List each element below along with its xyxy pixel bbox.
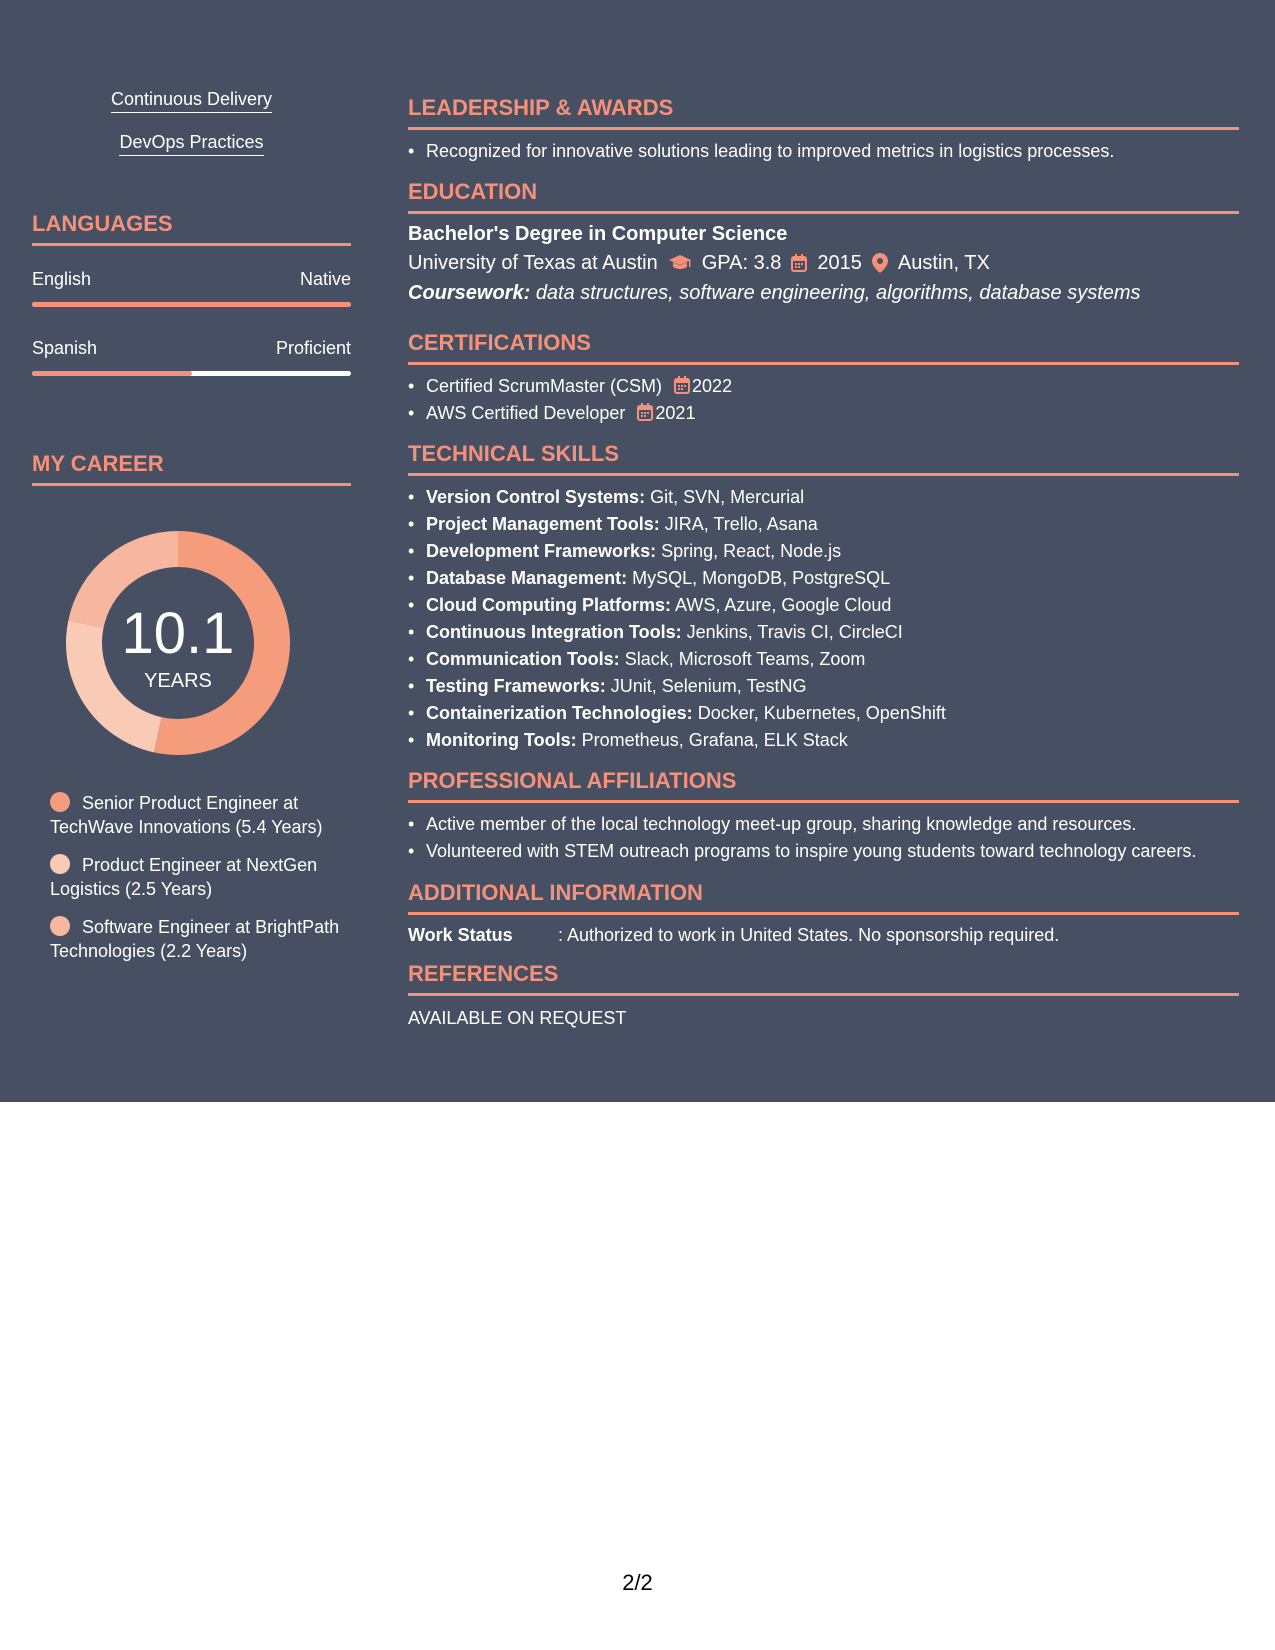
work-status-label: Work Status (408, 925, 513, 945)
skill-item (408, 673, 1239, 700)
work-status-value: : Authorized to work in United States. No sponsorship required. (558, 925, 1060, 945)
affiliations-heading: PROFESSIONAL AFFILIATIONS (408, 768, 1239, 803)
affiliation-item: • Volunteered with STEM outreach programs to inspire young students toward technology careers. (408, 838, 1239, 865)
skill-values: Jenkins, Travis CI, CircleCI (686, 622, 903, 642)
leadership-heading: LEADERSHIP & AWARDS (408, 95, 1239, 130)
language-proficiency-bar (32, 302, 351, 307)
calendar-icon (791, 254, 807, 272)
language-proficiency-bar (32, 371, 351, 376)
skill-item (408, 727, 1239, 754)
leadership-section (408, 95, 1239, 165)
technical-skills-list (408, 484, 1239, 754)
work-status (408, 923, 1239, 947)
technical-skills-section (408, 441, 1239, 754)
career-legend-item (50, 853, 340, 901)
certification-year: 2022 (692, 376, 733, 396)
certification-year: 2021 (655, 403, 696, 423)
skill-item (408, 700, 1239, 727)
skill-values: Docker, Kubernetes, OpenShift (697, 703, 946, 723)
skill-tag: Continuous Delivery (111, 88, 272, 113)
language-item (32, 268, 351, 307)
career-role-label: Software Engineer at BrightPath Technologies (2.2 Years) (50, 917, 340, 961)
language-name: Spanish (32, 338, 98, 358)
affiliation-item: • Active member of the local technology meet-up group, sharing knowledge and resources. (408, 811, 1239, 838)
career-role-label: Senior Product Engineer at TechWave Innovations (5.4 Years) (50, 793, 323, 837)
career-legend-dot (50, 916, 70, 936)
certification-name: Certified ScrumMaster (CSM) (426, 376, 663, 396)
skill-category: Monitoring Tools: (426, 730, 577, 750)
language-name: English (32, 269, 92, 289)
career-legend-dot (50, 792, 70, 812)
language-level: Proficient (275, 338, 351, 358)
education-location: Austin, TX (897, 252, 990, 274)
languages-section (32, 211, 351, 376)
education-degree: Bachelor's Degree in Computer Science (408, 223, 788, 245)
certification-item (408, 400, 1239, 427)
career-total-unit: YEARS (144, 670, 212, 692)
leadership-item: • Recognized for innovative solutions leading to improved metrics in logistics processes. (408, 138, 1239, 165)
career-legend-item (50, 791, 340, 839)
career-legend-dot (50, 854, 70, 874)
education-year: 2015 (817, 252, 862, 274)
education-school: University of Texas at Austin (408, 252, 658, 274)
skill-item (408, 484, 1239, 511)
career-role-label: Product Engineer at NextGen Logistics (2.5 Years) (50, 855, 318, 899)
coursework-text: data structures, software engineering, algorithms, database systems (535, 282, 1141, 304)
coursework-label: Coursework: (408, 282, 531, 304)
career-legend (50, 791, 340, 977)
additional-info-heading: ADDITIONAL INFORMATION (408, 880, 1239, 915)
technical-skills-heading: TECHNICAL SKILLS (408, 441, 1239, 476)
skill-category: Cloud Computing Platforms: (426, 595, 671, 615)
skill-category: Communication Tools: (426, 649, 620, 669)
career-legend-item (50, 915, 340, 963)
career-heading: MY CAREER (32, 451, 351, 486)
certification-item (408, 373, 1239, 400)
skill-values: JIRA, Trello, Asana (664, 514, 818, 534)
skill-tag: DevOps Practices (119, 131, 263, 156)
page-number: 2/2 (622, 1570, 653, 1595)
references-text: AVAILABLE ON REQUEST (408, 1008, 627, 1028)
career-section (32, 451, 351, 961)
skill-values: Prometheus, Grafana, ELK Stack (581, 730, 848, 750)
skill-category: Development Frameworks: (426, 541, 657, 561)
graduation-cap-icon (668, 254, 692, 272)
language-proficiency-fill (32, 371, 192, 376)
skill-category: Testing Frameworks: (426, 676, 606, 696)
skill-values: AWS, Azure, Google Cloud (675, 595, 892, 615)
career-donut-chart (66, 531, 290, 755)
education-details (408, 248, 1239, 278)
calendar-icon (674, 376, 690, 394)
skill-category: Continuous Integration Tools: (426, 622, 682, 642)
certifications-heading: CERTIFICATIONS (408, 330, 1239, 365)
education-gpa: GPA: 3.8 (701, 252, 782, 274)
skill-item (408, 511, 1239, 538)
certifications-section (408, 330, 1239, 427)
skill-values: Slack, Microsoft Teams, Zoom (624, 649, 866, 669)
location-pin-icon (872, 253, 888, 273)
skill-category: Project Management Tools: (426, 514, 660, 534)
education-heading: EDUCATION (408, 179, 1239, 214)
calendar-icon (637, 403, 653, 421)
language-proficiency-fill (32, 302, 351, 307)
skill-item (408, 565, 1239, 592)
skill-values: JUnit, Selenium, TestNG (610, 676, 807, 696)
skill-item (408, 538, 1239, 565)
skill-values: Spring, React, Node.js (661, 541, 842, 561)
education-section (408, 179, 1239, 308)
additional-info-section (408, 880, 1239, 947)
skill-category: Containerization Technologies: (426, 703, 693, 723)
education-coursework (408, 278, 1239, 308)
references-section (408, 961, 1239, 1030)
skill-item (408, 646, 1239, 673)
references-heading: REFERENCES (408, 961, 1239, 996)
language-level: Native (299, 269, 351, 289)
languages-heading: LANGUAGES (32, 211, 351, 246)
affiliations-section (408, 768, 1239, 865)
certification-name: AWS Certified Developer (426, 403, 626, 423)
skill-item (408, 619, 1239, 646)
skill-category: Version Control Systems: (426, 487, 646, 507)
language-item (32, 337, 351, 376)
skill-values: MySQL, MongoDB, PostgreSQL (632, 568, 891, 588)
skill-tags (32, 88, 351, 174)
skill-item (408, 592, 1239, 619)
skill-category: Database Management: (426, 568, 628, 588)
career-total-years: 10.1 (121, 601, 235, 666)
skill-values: Git, SVN, Mercurial (650, 487, 805, 507)
